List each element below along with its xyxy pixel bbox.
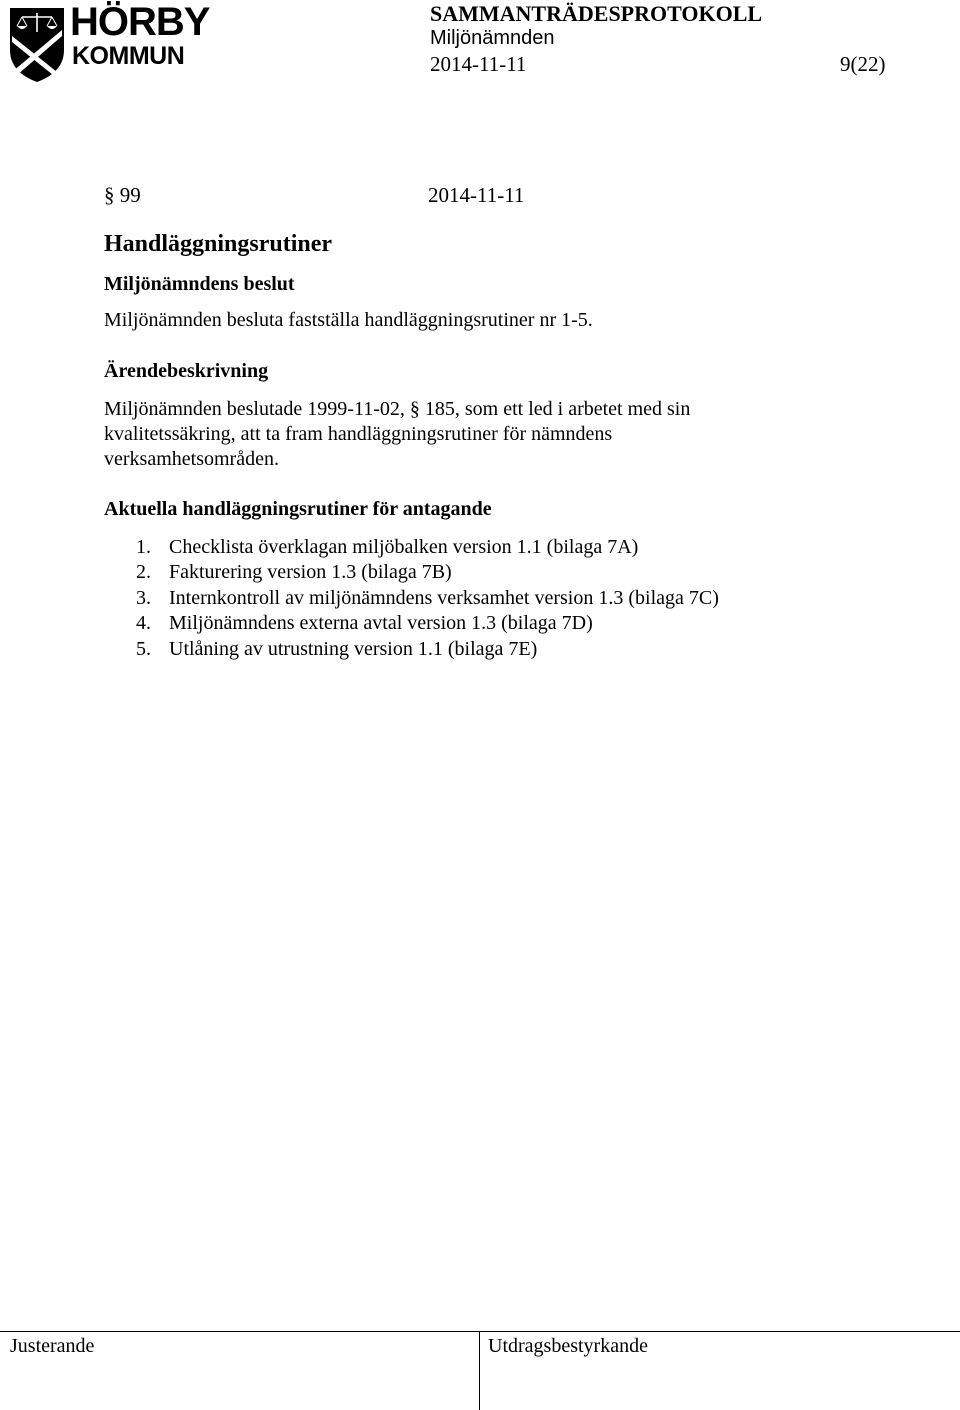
- list-item-number: 3.: [136, 586, 151, 609]
- document-title: SAMMANTRÄDESPROTOKOLL: [430, 1, 763, 26]
- list-item-text: Internkontroll av miljönämndens verksamhet version 1.3 (bilaga 7C): [169, 586, 719, 609]
- section-title: Handläggningsrutiner: [104, 231, 333, 257]
- list-item: [136, 586, 719, 611]
- list-item: [136, 535, 719, 560]
- list-item: [136, 637, 719, 662]
- page-number: 9(22): [840, 52, 886, 76]
- municipality-logo: [8, 0, 210, 84]
- logo-line-1: HÖRBY: [70, 0, 210, 44]
- section-number: § 99: [104, 183, 141, 207]
- current-routines-heading: Aktuella handläggningsrutiner för antagande: [104, 498, 492, 520]
- decision-text: Miljönämnden besluta fastställa handläggningsrutiner nr 1-5.: [104, 309, 593, 331]
- meeting-date: 2014-11-11: [430, 52, 527, 76]
- footer-divider-horizontal: [0, 1331, 960, 1332]
- list-item-text: Checklista överklagan miljöbalken version 1.1 (bilaga 7A): [169, 536, 639, 558]
- list-item-number: 2.: [136, 561, 151, 584]
- decision-heading: Miljönämndens beslut: [104, 273, 295, 295]
- list-item-text: Miljönämndens externa avtal version 1.3 (bilaga 7D): [169, 612, 593, 635]
- description-line: Miljönämnden beslutade 1999-11-02, § 185, som ett led i arbetet med sin: [104, 398, 691, 420]
- list-item: [136, 611, 719, 636]
- description-line: kvalitetssäkring, att ta fram handläggningsrutiner för nämndens: [104, 423, 613, 445]
- description-heading: Ärendebeskrivning: [104, 360, 269, 382]
- footer-utdragsbestyrkande-label: Utdragsbestyrkande: [488, 1335, 648, 1357]
- list-item-number: 5.: [136, 637, 151, 660]
- list-item-number: 1.: [136, 536, 151, 558]
- footer-divider-vertical: [479, 1331, 480, 1410]
- section-date: 2014-11-11: [428, 183, 525, 207]
- list-item-text: Utlåning av utrustning version 1.1 (bilaga 7E): [169, 637, 538, 660]
- logo-line-2: KOMMUN: [72, 42, 185, 70]
- committee-name: Miljönämnden: [430, 27, 555, 49]
- list-item-number: 4.: [136, 612, 151, 635]
- list-item: [136, 560, 719, 585]
- footer-justerande-label: Justerande: [10, 1335, 95, 1357]
- list-item-text: Fakturering version 1.3 (bilaga 7B): [169, 561, 452, 584]
- description-paragraph: [104, 397, 804, 472]
- description-line: verksamhetsområden.: [104, 448, 279, 470]
- routine-list: [136, 535, 719, 662]
